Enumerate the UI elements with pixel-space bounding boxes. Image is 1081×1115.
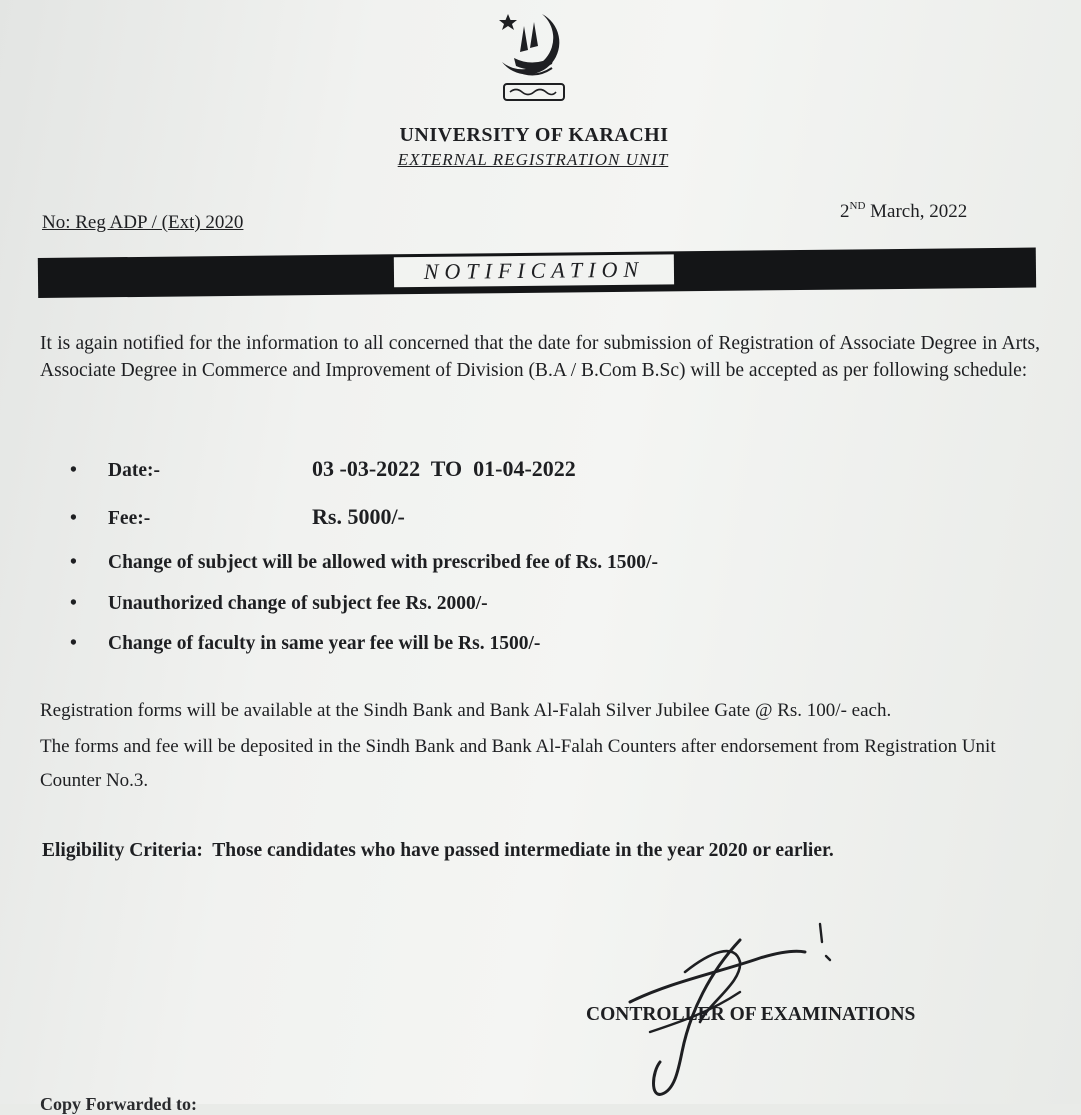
schedule-label: Fee:- xyxy=(108,508,151,529)
eligibility-text: Those candidates who have passed intermediate in the year 2020 or earlier. xyxy=(212,840,834,861)
notification-banner xyxy=(38,248,1036,298)
eligibility-criteria xyxy=(42,840,834,862)
eligibility-label: Eligibility Criteria: xyxy=(42,840,203,861)
date-day: 2 xyxy=(840,201,850,222)
signature-icon xyxy=(590,912,840,1102)
notification-title: NOTIFICATION xyxy=(394,254,674,287)
reference-number: No: Reg ADP / (Ext) 2020 xyxy=(42,212,244,233)
deposit-paragraph: The forms and fee will be deposited in the Sindh Bank and Bank Al-Falah Counters after endorsement from Registration Unit Counter No.3. xyxy=(40,736,996,791)
notice-date xyxy=(840,200,967,223)
date-month-year: March, 2022 xyxy=(865,201,968,222)
bullet-dot-icon: • xyxy=(70,552,77,573)
forms-paragraph: Registration forms will be available at the Sindh Bank and Bank Al-Falah Silver Jubilee Gate @ Rs. 100/- each. xyxy=(40,700,892,721)
bullet-dot-icon: • xyxy=(70,633,77,654)
schedule-label: Unauthorized change of subject fee Rs. 2000/- xyxy=(108,593,488,614)
copy-forwarded-heading: Copy Forwarded to: xyxy=(40,1094,197,1114)
intro-paragraph: It is again notified for the information to all concerned that the date for submission of Registration of Associate Degree in Arts, Associate Degree in Commerce and Improvement of Division (B.A / B.Com B.Sc) will be accepted as per following schedule: xyxy=(40,333,1040,381)
schedule-label: Date:- xyxy=(108,460,160,481)
bullet-dot-icon: • xyxy=(70,508,77,529)
unit-name: EXTERNAL REGISTRATION UNIT xyxy=(397,150,669,169)
signatory-title: CONTROLLER OF EXAMINATIONS xyxy=(586,1004,916,1025)
schedule-label: Change of subject will be allowed with prescribed fee of Rs. 1500/- xyxy=(108,552,658,573)
university-name: UNIVERSITY OF KARACHI xyxy=(399,124,669,146)
schedule-value: Rs. 5000/- xyxy=(312,504,405,529)
schedule-value: 03 -03-2022 TO 01-04-2022 xyxy=(312,456,576,481)
university-crest-icon xyxy=(494,8,574,104)
bullet-dot-icon: • xyxy=(70,593,77,614)
schedule-label: Change of faculty in same year fee will be Rs. 1500/- xyxy=(108,633,541,654)
bullet-dot-icon: • xyxy=(70,460,77,481)
date-suffix: ND xyxy=(849,200,866,212)
